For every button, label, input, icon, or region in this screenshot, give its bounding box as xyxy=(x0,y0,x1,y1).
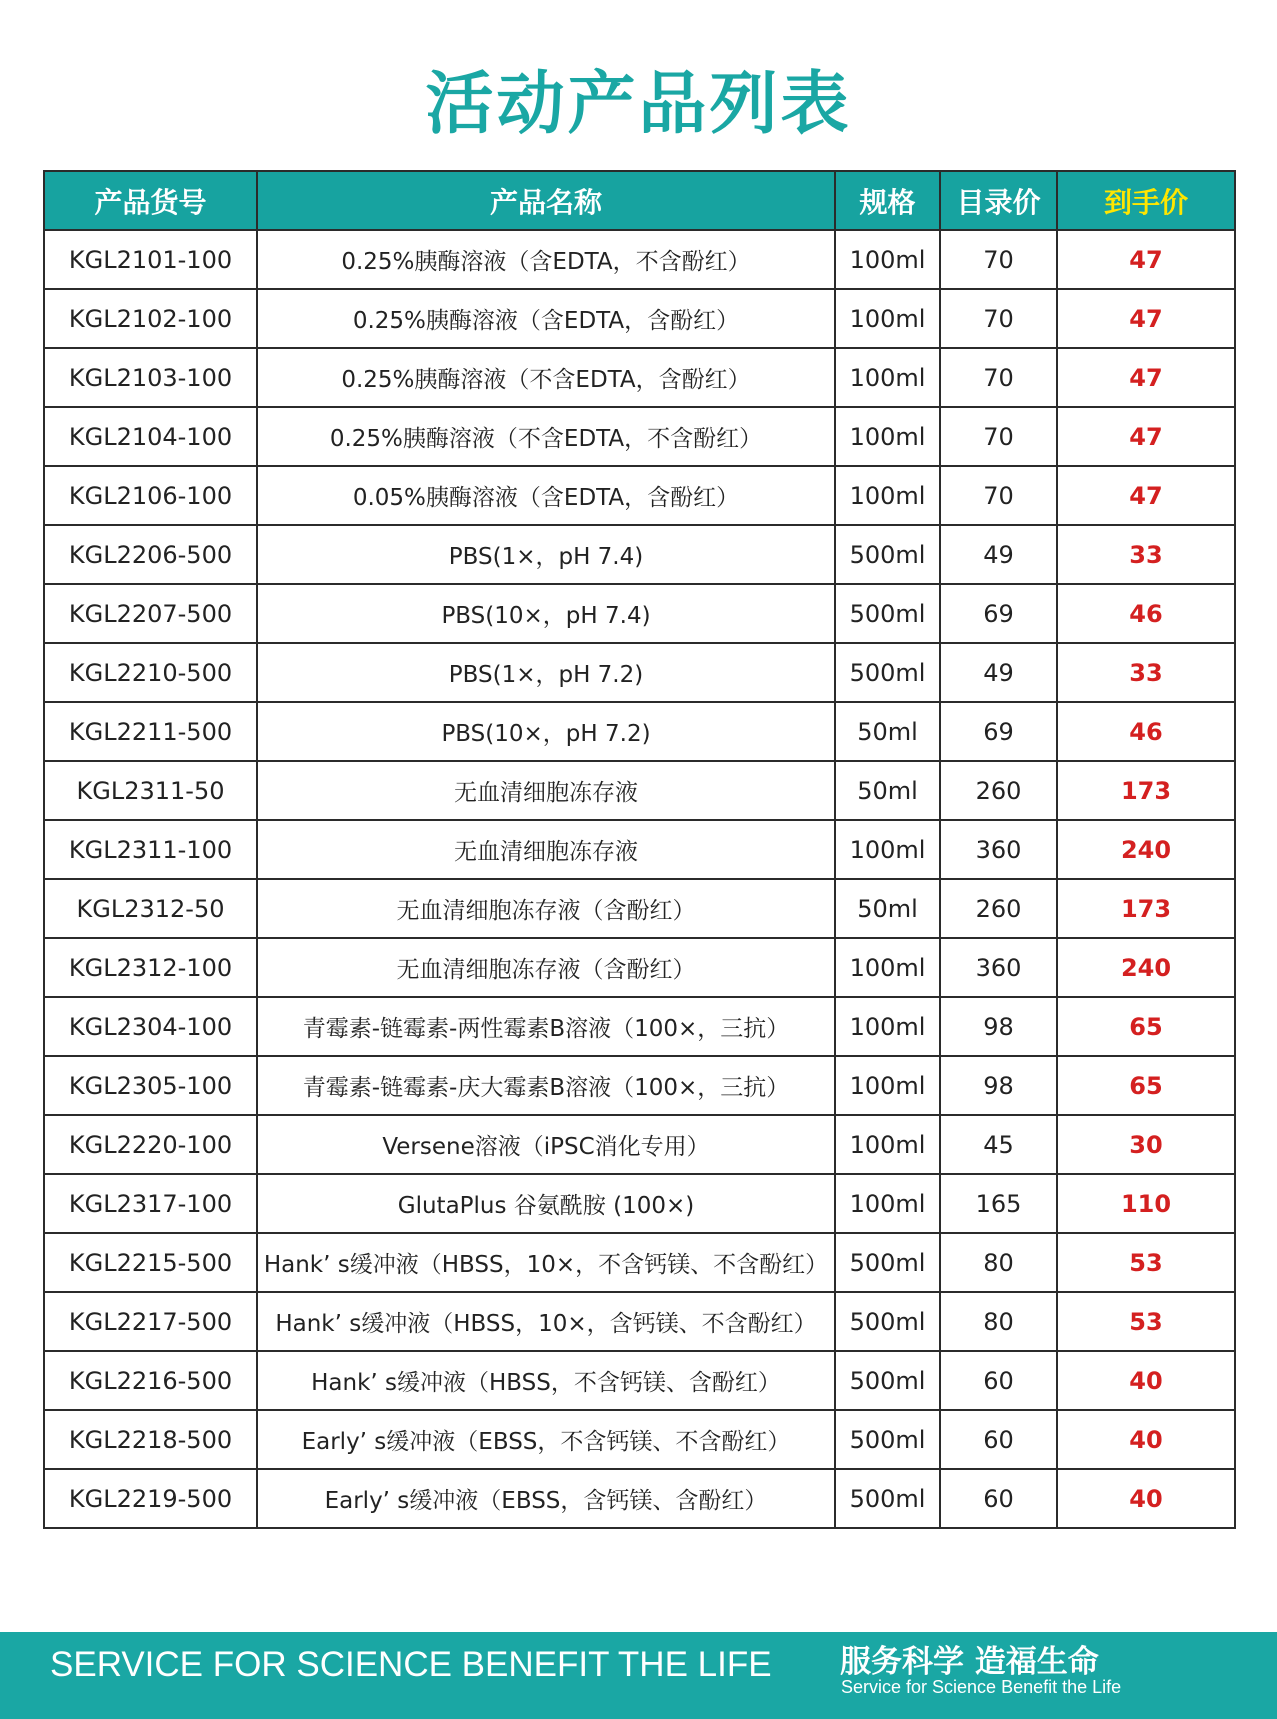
header-final-price: 到手价 xyxy=(1057,171,1235,230)
cell-product-code: KGL2311-50 xyxy=(44,761,257,820)
cell-list-price: 360 xyxy=(940,820,1057,879)
cell-spec: 50ml xyxy=(835,761,940,820)
cell-list-price: 69 xyxy=(940,584,1057,643)
cell-spec: 500ml xyxy=(835,1233,940,1292)
cell-product-code: KGL2106-100 xyxy=(44,466,257,525)
cell-product-name: 青霉素-链霉素-庆大霉素B溶液（100×，三抗） xyxy=(257,1056,835,1115)
cell-product-name: 无血清细胞冻存液 xyxy=(257,820,835,879)
cell-final-price: 46 xyxy=(1057,584,1235,643)
table-row xyxy=(44,820,1235,879)
cell-product-code: KGL2217-500 xyxy=(44,1292,257,1351)
cell-product-name: PBS(1×，pH 7.4) xyxy=(257,525,835,584)
cell-list-price: 49 xyxy=(940,525,1057,584)
cell-list-price: 260 xyxy=(940,879,1057,938)
cell-final-price: 46 xyxy=(1057,702,1235,761)
cell-list-price: 49 xyxy=(940,643,1057,702)
cell-list-price: 98 xyxy=(940,997,1057,1056)
header-product-code: 产品货号 xyxy=(44,171,257,230)
cell-list-price: 70 xyxy=(940,466,1057,525)
cell-spec: 100ml xyxy=(835,1174,940,1233)
cell-product-code: KGL2216-500 xyxy=(44,1351,257,1410)
table-row xyxy=(44,702,1235,761)
table-row xyxy=(44,761,1235,820)
cell-spec: 100ml xyxy=(835,1056,940,1115)
cell-final-price: 65 xyxy=(1057,997,1235,1056)
cell-list-price: 98 xyxy=(940,1056,1057,1115)
table-row xyxy=(44,1469,1235,1528)
cell-final-price: 47 xyxy=(1057,348,1235,407)
cell-spec: 500ml xyxy=(835,643,940,702)
table-row xyxy=(44,1174,1235,1233)
table-row xyxy=(44,289,1235,348)
table-row xyxy=(44,1056,1235,1115)
cell-list-price: 260 xyxy=(940,761,1057,820)
cell-product-name: PBS(1×，pH 7.2) xyxy=(257,643,835,702)
cell-product-code: KGL2317-100 xyxy=(44,1174,257,1233)
cell-list-price: 165 xyxy=(940,1174,1057,1233)
cell-spec: 500ml xyxy=(835,1292,940,1351)
cell-list-price: 60 xyxy=(940,1469,1057,1528)
cell-product-name: 无血清细胞冻存液 xyxy=(257,761,835,820)
cell-product-code: KGL2311-100 xyxy=(44,820,257,879)
table-row xyxy=(44,1115,1235,1174)
cell-product-name: PBS(10×，pH 7.2) xyxy=(257,702,835,761)
cell-product-code: KGL2103-100 xyxy=(44,348,257,407)
table-row xyxy=(44,938,1235,997)
table-row xyxy=(44,1233,1235,1292)
table-row xyxy=(44,584,1235,643)
cell-final-price: 47 xyxy=(1057,289,1235,348)
cell-spec: 100ml xyxy=(835,1115,940,1174)
cell-product-name: Early’ s缓冲液（EBSS，含钙镁、含酚红） xyxy=(257,1469,835,1528)
cell-final-price: 53 xyxy=(1057,1233,1235,1292)
cell-product-name: 青霉素-链霉素-两性霉素B溶液（100×，三抗） xyxy=(257,997,835,1056)
cell-product-code: KGL2104-100 xyxy=(44,407,257,466)
cell-product-code: KGL2206-500 xyxy=(44,525,257,584)
cell-list-price: 60 xyxy=(940,1410,1057,1469)
cell-final-price: 65 xyxy=(1057,1056,1235,1115)
cell-product-name: GlutaPlus 谷氨酰胺 (100×) xyxy=(257,1174,835,1233)
table-row xyxy=(44,643,1235,702)
cell-product-code: KGL2220-100 xyxy=(44,1115,257,1174)
cell-list-price: 80 xyxy=(940,1233,1057,1292)
cell-final-price: 240 xyxy=(1057,820,1235,879)
cell-spec: 100ml xyxy=(835,407,940,466)
cell-list-price: 45 xyxy=(940,1115,1057,1174)
cell-final-price: 240 xyxy=(1057,938,1235,997)
cell-product-name: Hank’ s缓冲液（HBSS，10×，含钙镁、不含酚红） xyxy=(257,1292,835,1351)
cell-final-price: 40 xyxy=(1057,1410,1235,1469)
cell-product-code: KGL2101-100 xyxy=(44,230,257,289)
table-row xyxy=(44,525,1235,584)
cell-product-code: KGL2304-100 xyxy=(44,997,257,1056)
cell-final-price: 33 xyxy=(1057,525,1235,584)
page-title: 活动产品列表 xyxy=(425,65,852,144)
cell-final-price: 173 xyxy=(1057,879,1235,938)
cell-final-price: 173 xyxy=(1057,761,1235,820)
cell-final-price: 47 xyxy=(1057,407,1235,466)
cell-product-code: KGL2312-100 xyxy=(44,938,257,997)
cell-final-price: 40 xyxy=(1057,1469,1235,1528)
cell-product-name: PBS(10×，pH 7.4) xyxy=(257,584,835,643)
cell-product-code: KGL2102-100 xyxy=(44,289,257,348)
cell-product-name: 0.05%胰酶溶液（含EDTA，含酚红） xyxy=(257,466,835,525)
table-row xyxy=(44,997,1235,1056)
cell-final-price: 47 xyxy=(1057,466,1235,525)
cell-list-price: 80 xyxy=(940,1292,1057,1351)
cell-final-price: 53 xyxy=(1057,1292,1235,1351)
cell-product-code: KGL2218-500 xyxy=(44,1410,257,1469)
cell-product-code: KGL2211-500 xyxy=(44,702,257,761)
footer-slogan-en-caps: SERVICE FOR SCIENCE BENEFIT THE LIFE xyxy=(50,1645,772,1684)
header-product-name: 产品名称 xyxy=(257,171,835,230)
cell-spec: 500ml xyxy=(835,525,940,584)
cell-product-name: Early’ s缓冲液（EBSS，不含钙镁、不含酚红） xyxy=(257,1410,835,1469)
cell-spec: 500ml xyxy=(835,584,940,643)
cell-final-price: 40 xyxy=(1057,1351,1235,1410)
table-row xyxy=(44,1292,1235,1351)
cell-product-name: Versene溶液（iPSC消化专用） xyxy=(257,1115,835,1174)
cell-product-code: KGL2219-500 xyxy=(44,1469,257,1528)
cell-spec: 50ml xyxy=(835,879,940,938)
footer-slogan-cn: 服务科学 造福生命 xyxy=(840,1644,1099,1680)
cell-product-name: Hank’ s缓冲液（HBSS，不含钙镁、含酚红） xyxy=(257,1351,835,1410)
cell-product-code: KGL2305-100 xyxy=(44,1056,257,1115)
cell-spec: 500ml xyxy=(835,1410,940,1469)
cell-spec: 100ml xyxy=(835,997,940,1056)
table-row xyxy=(44,466,1235,525)
table-row xyxy=(44,348,1235,407)
cell-spec: 50ml xyxy=(835,702,940,761)
table-row xyxy=(44,407,1235,466)
cell-product-code: KGL2312-50 xyxy=(44,879,257,938)
footer-slogan-en-small: Service for Science Benefit the Life xyxy=(841,1677,1122,1697)
table-body xyxy=(44,230,1235,1528)
cell-list-price: 69 xyxy=(940,702,1057,761)
cell-product-name: 0.25%胰酶溶液（不含EDTA，含酚红） xyxy=(257,348,835,407)
cell-product-name: 0.25%胰酶溶液（不含EDTA，不含酚红） xyxy=(257,407,835,466)
cell-list-price: 60 xyxy=(940,1351,1057,1410)
table-row xyxy=(44,1351,1235,1410)
cell-product-code: KGL2210-500 xyxy=(44,643,257,702)
product-table xyxy=(43,170,1236,1529)
table-row xyxy=(44,230,1235,289)
cell-product-name: 0.25%胰酶溶液（含EDTA，不含酚红） xyxy=(257,230,835,289)
cell-product-name: Hank’ s缓冲液（HBSS，10×，不含钙镁、不含酚红） xyxy=(257,1233,835,1292)
cell-product-name: 无血清细胞冻存液（含酚红） xyxy=(257,879,835,938)
header-list-price: 目录价 xyxy=(940,171,1057,230)
cell-final-price: 110 xyxy=(1057,1174,1235,1233)
cell-product-code: KGL2207-500 xyxy=(44,584,257,643)
cell-list-price: 70 xyxy=(940,407,1057,466)
table-row xyxy=(44,1410,1235,1469)
cell-list-price: 70 xyxy=(940,348,1057,407)
cell-spec: 100ml xyxy=(835,230,940,289)
cell-product-code: KGL2215-500 xyxy=(44,1233,257,1292)
cell-spec: 100ml xyxy=(835,348,940,407)
cell-spec: 500ml xyxy=(835,1469,940,1528)
cell-list-price: 360 xyxy=(940,938,1057,997)
cell-list-price: 70 xyxy=(940,289,1057,348)
cell-spec: 500ml xyxy=(835,1351,940,1410)
table-row xyxy=(44,879,1235,938)
cell-spec: 100ml xyxy=(835,938,940,997)
cell-product-name: 无血清细胞冻存液（含酚红） xyxy=(257,938,835,997)
cell-list-price: 70 xyxy=(940,230,1057,289)
cell-spec: 100ml xyxy=(835,289,940,348)
cell-final-price: 33 xyxy=(1057,643,1235,702)
cell-final-price: 30 xyxy=(1057,1115,1235,1174)
cell-product-name: 0.25%胰酶溶液（含EDTA，含酚红） xyxy=(257,289,835,348)
header-spec: 规格 xyxy=(835,171,940,230)
cell-spec: 100ml xyxy=(835,820,940,879)
cell-spec: 100ml xyxy=(835,466,940,525)
table-header-row xyxy=(44,171,1235,230)
cell-final-price: 47 xyxy=(1057,230,1235,289)
